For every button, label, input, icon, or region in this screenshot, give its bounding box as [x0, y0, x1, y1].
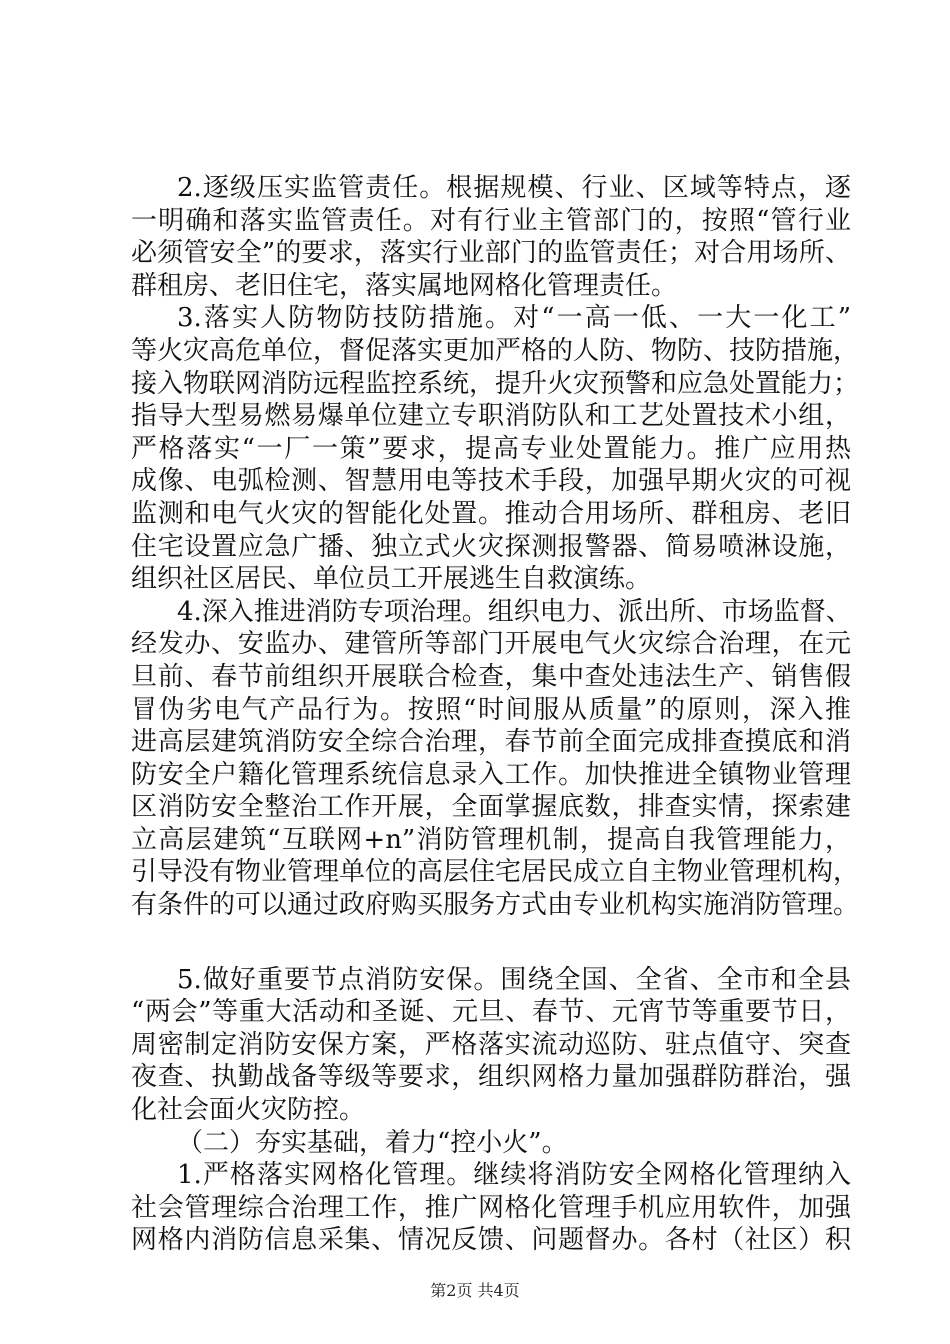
text-line: 冒伪劣电气产品行为。按照“时间服从质量”的原则，深入推 — [131, 694, 851, 725]
section-heading-2 — [131, 1127, 851, 1160]
text-line: 严格落实“一厂一策”要求，提高专业处置能力。推广应用热 — [131, 433, 851, 464]
paragraph-gap — [131, 922, 851, 964]
text-line: 1.严格落实网格化管理。继续将消防安全网格化管理纳入 — [177, 1160, 851, 1191]
paragraph-section-2-item-1 — [131, 1159, 851, 1257]
text-line: 5.做好重要节点消防安保。围绕全国、全省、全市和全县 — [177, 964, 851, 995]
text-line: 进高层建筑消防安全综合治理，春节前全面完成排查摸底和消 — [131, 727, 851, 758]
paragraph-item-4 — [131, 596, 860, 922]
page-number: 第2页 共4页 — [430, 1281, 520, 1300]
paragraph-item-5 — [131, 964, 851, 1127]
text-line: 网格内消防信息采集、情况反馈、问题督办。各村（社区）积 — [131, 1225, 851, 1256]
text-line: 4.深入推进消防专项治理。组织电力、派出所、市场监督、 — [177, 596, 852, 627]
text-line: 2.逐级压实监管责任。根据规模、行业、区域等特点，逐 — [177, 173, 851, 203]
text-line: 一明确和落实监管责任。对有行业主管部门的，按照“管行业 — [131, 205, 851, 236]
text-line: 成像、电弧检测、智慧用电等技术手段，加强早期火灾的可视 — [131, 466, 851, 497]
paragraph-item-3 — [131, 302, 860, 595]
text-line: 旦前、春节前组织开展联合检查，集中查处违法生产、销售假 — [131, 661, 851, 692]
text-line: 指导大型易燃易爆单位建立专职消防队和工艺处置技术小组， — [131, 401, 851, 432]
text-line: 化社会面火灾防控。 — [131, 1095, 366, 1126]
text-line: 群租房、老旧住宅，落实属地网格化管理责任。 — [131, 270, 678, 301]
text-line: 有条件的可以通过政府购买服务方式由专业机构实施消防管理。 — [131, 890, 860, 921]
text-line: 周密制定消防安保方案，严格落实流动巡防、驻点值守、突查 — [131, 1029, 851, 1060]
text-line: 引导没有物业管理单位的高层住宅居民成立自主物业管理机构， — [131, 857, 860, 888]
text-line: 立高层建筑“互联网+n”消防管理机制，提高自我管理能力， — [131, 824, 851, 855]
text-line: 必须管安全”的要求，落实行业部门的监管责任；对合用场所、 — [131, 238, 851, 269]
section-heading: （二）夯实基础，着力“控小火”。 — [177, 1127, 568, 1158]
text-line: 监测和电气火灾的智能化处置。推动合用场所、群租房、老旧 — [131, 498, 851, 529]
text-line: 区消防安全整治工作开展，全面掌握底数，排查实情，探索建 — [131, 792, 851, 823]
paragraph-item-2 — [131, 172, 851, 302]
text-line: 住宅设置应急广播、独立式火灾探测报警器、简易喷淋设施， — [131, 531, 851, 562]
text-line: “两会”等重大活动和圣诞、元旦、春节、元宵节等重要节日， — [131, 997, 851, 1028]
text-line: 夜查、执勤战备等级等要求，组织网格力量加强群防群治，强 — [131, 1062, 851, 1093]
text-line: 等火灾高危单位，督促落实更加严格的人防、物防、技防措施， — [131, 335, 860, 366]
text-line: 社会管理综合治理工作，推广网格化管理手机应用软件，加强 — [131, 1192, 851, 1223]
document-body — [131, 172, 860, 1257]
text-line: 防安全户籍化管理系统信息录入工作。加快推进全镇物业管理 — [131, 759, 851, 790]
text-line: 3.落实人防物防技防措施。对“一高一低、一大一化工” — [177, 303, 851, 334]
text-line: 接入物联网消防远程监控系统，提升火灾预警和应急处置能力； — [131, 368, 860, 399]
text-line: 组织社区居民、单位员工开展逃生自救演练。 — [131, 564, 652, 595]
text-line: 经发办、安监办、建管所等部门开展电气火灾综合治理，在元 — [131, 629, 851, 660]
